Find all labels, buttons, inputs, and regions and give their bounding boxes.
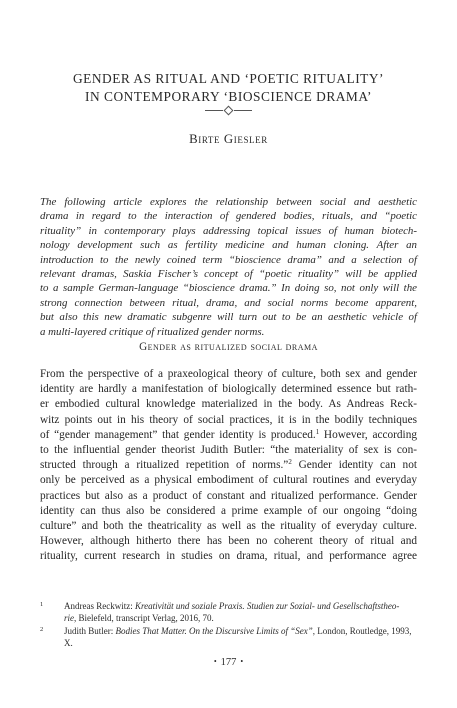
abstract-line: nology development such as fertility medicine and human cloning. After an	[40, 239, 417, 252]
article-title	[0, 70, 457, 106]
footnote-ref-1[interactable]: 1	[315, 427, 320, 436]
abstract-line: strong connection between ritual, drama, and social norms become apparent,	[40, 296, 417, 309]
body-line: witz points out in his theory of social practices, it is in the bodily techniques	[40, 413, 417, 426]
abstract-line: a multi-layered critique of ritualized gender norms.	[40, 325, 265, 338]
body-line: to the influential gender theorist Judith Butler: “the materiality of sex is con-	[40, 444, 417, 457]
abstract-line: The following article explores the relationship between social and aesthetic	[40, 196, 417, 208]
body-line: only be perceived as a physical embodiment of cultural routines and everyday	[40, 474, 417, 487]
body-line: culture” and both the theatricality as well as the rituality of everyday culture.	[40, 520, 417, 533]
body-line: However, although hitherto there has been no coherent theory of ritual and	[40, 535, 417, 548]
footnote-2: 2 Judith Butler: Bodies That Matter. On the Discursive Limits of “Sex”, London, Routledge, 1993, X.	[40, 626, 412, 648]
title-line-2: IN CONTEMPORARY ‘BIOSCIENCE DRAMA’	[85, 89, 372, 104]
author-name: Birte Giesler	[189, 132, 268, 146]
abstract-line: but also this new dramatic subgenre will turn out to be an aesthetic vehicle of	[40, 311, 417, 324]
footnote-ref-2[interactable]: 2	[288, 458, 292, 467]
footnotes	[40, 600, 417, 650]
title-line-1: GENDER AS RITUAL AND ‘POETIC RITUALITY’	[73, 71, 384, 86]
page-number: • 177 •	[213, 657, 244, 668]
abstract-line: introduction to the newly coined term “bioscience drama” and a selection of	[40, 253, 417, 266]
body-line: structed through a ritualized repetition of norms.”$^2$ Gender identity can not	[40, 458, 417, 472]
abstract-line: relevant dramas, Saskia Fischer’s concept of “poetic rituality” will be applied	[40, 268, 417, 281]
footnote-number: 2	[40, 626, 44, 633]
bullet-icon: •	[213, 657, 217, 666]
body-line: identity are hardly a manifestation of biologically determined essence but rath-	[40, 383, 417, 396]
body-line: From the perspective of a praxeological theory of culture, both sex and gender	[40, 368, 417, 380]
body-line: identity can thus also be considered a prime example of our ongoing “doing	[40, 504, 417, 517]
section-heading: Gender as ritualized social drama	[139, 341, 318, 353]
body-line: practices but also as a product of constant and ritualized performance. Gender	[40, 489, 417, 502]
diamond-ornament-icon	[224, 106, 234, 116]
footnote-1: 1 Andreas Reckwitz: Kreativität und soziale Praxis. Studien zur Sozial- und Gesellschaftstheo- rie, Bielefeld, transcript Verlag, 2016, 70.	[40, 601, 400, 623]
abstract-line: to a sample German-language “bioscience drama.” In doing so, not only will the	[40, 282, 417, 295]
abstract	[40, 195, 417, 339]
abstract-line: rituality” in contemporary plays addressing topical issues of human biotech-	[40, 224, 417, 237]
body-line: rituality, current research in studies on drama, ritual, and performance agree	[40, 550, 417, 563]
body-line: er embodied cultural knowledge materialized in the body. As Andreas Reck-	[40, 398, 417, 411]
footnote-number: 1	[40, 601, 44, 608]
bullet-icon: •	[240, 657, 244, 666]
body-text	[40, 367, 417, 565]
title-ornament	[205, 107, 252, 113]
body-line: of “gender management” that gender identity is produced.$^1$ However, according	[40, 427, 417, 441]
abstract-line: drama in regard to the interaction of gendered bodies, rituals, and “poetic	[40, 210, 417, 223]
